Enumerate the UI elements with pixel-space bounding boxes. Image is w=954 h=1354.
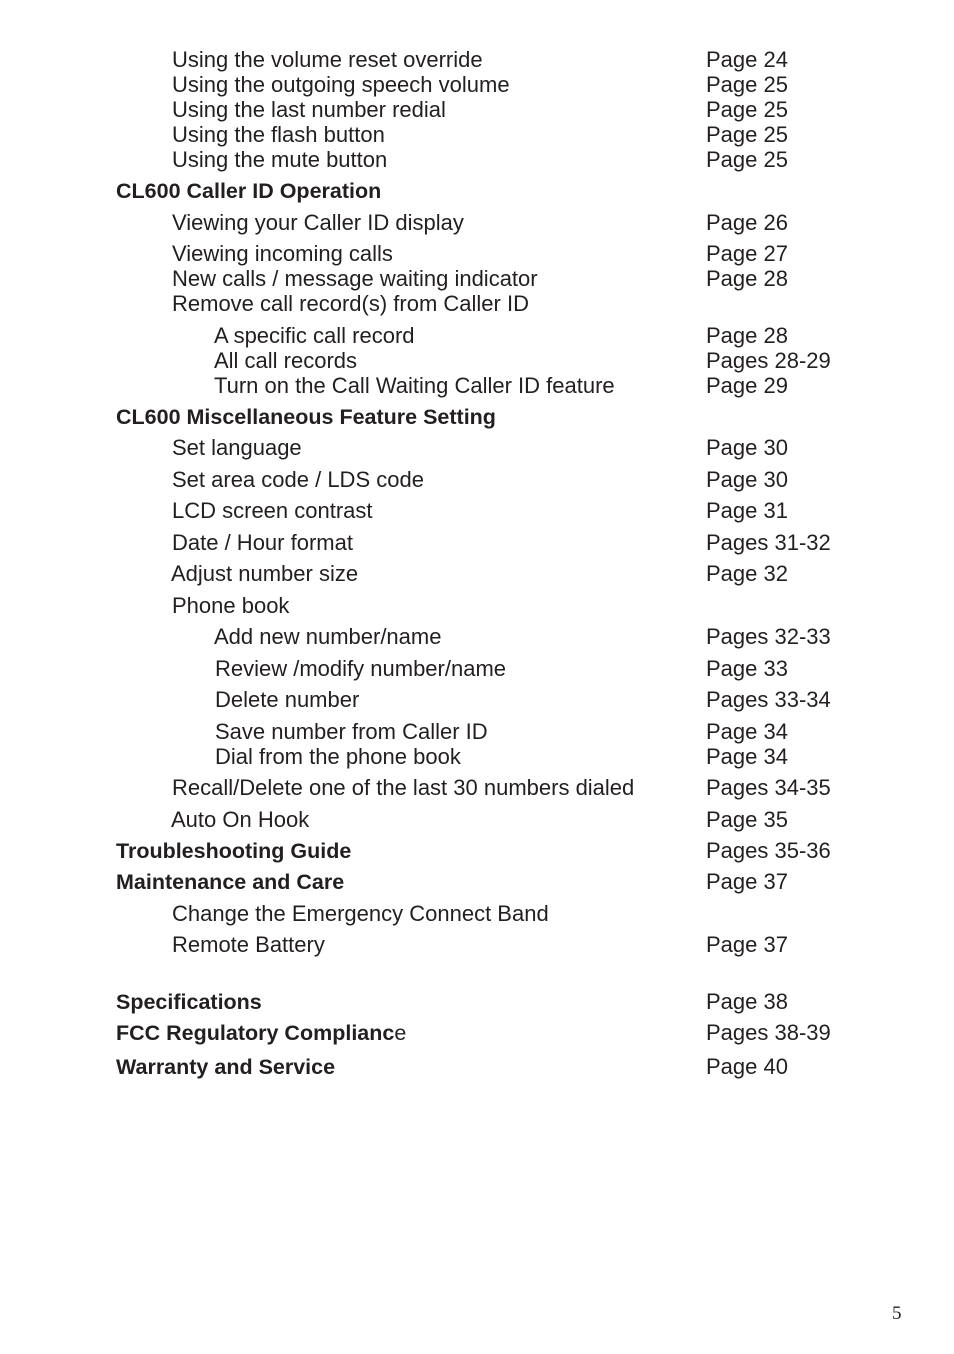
- toc-page-ref: Page 30: [706, 467, 788, 492]
- toc-section-title: [116, 1020, 406, 1046]
- toc-entry-title: Recall/Delete one of the last 30 numbers dialed: [172, 775, 635, 800]
- toc-entry-title: Auto On Hook: [171, 807, 310, 832]
- toc-page-ref: Page 28: [706, 323, 788, 348]
- toc-row: [0, 561, 954, 587]
- toc-entry-title: Viewing incoming calls: [172, 241, 393, 266]
- toc-row: [0, 147, 954, 173]
- toc-row: [0, 435, 954, 461]
- toc-row: [0, 901, 954, 927]
- toc-entry-title: LCD screen contrast: [172, 498, 373, 523]
- toc-entry-title: Change the Emergency Connect Band: [172, 901, 549, 926]
- toc-section-row: [0, 869, 954, 895]
- toc-page-ref: Page 27: [706, 241, 788, 266]
- toc-row: [0, 72, 954, 98]
- toc-row: [0, 266, 954, 292]
- toc-row: [0, 122, 954, 148]
- toc-section-row: [0, 178, 954, 204]
- toc-page-ref: Page 34: [706, 719, 788, 744]
- toc-entry-title: Save number from Caller ID: [215, 719, 488, 744]
- toc-page-ref: Page 25: [706, 97, 788, 122]
- toc-row: [0, 687, 954, 713]
- toc-page-ref: Page 24: [706, 47, 788, 72]
- toc-row: [0, 97, 954, 123]
- toc-page-ref: Page 28: [706, 266, 788, 291]
- toc-section-title: Maintenance and Care: [116, 870, 345, 894]
- toc-entry-title: Using the flash button: [172, 122, 385, 147]
- toc-page-ref: Pages 32-33: [706, 624, 831, 649]
- toc-row: [0, 593, 954, 619]
- toc-row: [0, 210, 954, 236]
- toc-page-ref: Page 33: [706, 656, 788, 681]
- toc-row: [0, 775, 954, 801]
- toc-page-ref: Page 25: [706, 147, 788, 172]
- toc-section-title: Specifications: [116, 990, 262, 1014]
- toc-row: [0, 47, 954, 73]
- toc-page-ref: Page 25: [706, 122, 788, 147]
- toc-page-ref: Page 40: [706, 1054, 788, 1079]
- toc-entry-title: A specific call record: [214, 323, 415, 348]
- toc-entry-title: Using the mute button: [172, 147, 388, 172]
- toc-row: [0, 744, 954, 770]
- toc-section-row: [0, 989, 954, 1015]
- toc-section-row: [0, 404, 954, 430]
- toc-row: [0, 373, 954, 399]
- toc-page-ref: Pages 28-29: [706, 348, 831, 373]
- toc-section-title-suffix: e: [394, 1021, 407, 1045]
- toc-row: [0, 530, 954, 556]
- toc-row: [0, 241, 954, 267]
- toc-entry-title: Viewing your Caller ID display: [172, 210, 464, 235]
- toc-row: [0, 656, 954, 682]
- toc-row: [0, 719, 954, 745]
- toc-page-ref: Page 26: [706, 210, 788, 235]
- toc-entry-title: Set language: [172, 435, 302, 460]
- toc-page-ref: Pages 34-35: [706, 775, 831, 800]
- toc-row: [0, 807, 954, 833]
- toc-section-title-bold: FCC Regulatory Complianc: [116, 1021, 395, 1045]
- toc-row: [0, 291, 954, 317]
- toc-section-title: CL600 Miscellaneous Feature Setting: [116, 405, 496, 429]
- toc-entry-title: Dial from the phone book: [215, 744, 461, 769]
- toc-section-title: Warranty and Service: [116, 1055, 336, 1079]
- toc-entry-title: Using the volume reset override: [172, 47, 483, 72]
- toc-page-ref: Page 30: [706, 435, 788, 460]
- toc-page-ref: Page 25: [706, 72, 788, 97]
- toc-entry-title: Adjust number size: [171, 561, 359, 586]
- toc-page-ref: Pages 31-32: [706, 530, 831, 555]
- toc-entry-title: Set area code / LDS code: [172, 467, 424, 492]
- toc-entry-title: Using the outgoing speech volume: [172, 72, 510, 97]
- toc-row: [0, 932, 954, 958]
- toc-page-ref: Page 29: [706, 373, 788, 398]
- toc-section-row: [0, 1020, 954, 1046]
- toc-section-row: [0, 838, 954, 864]
- toc-section-row: [0, 1054, 954, 1080]
- toc-entry-title: New calls / message waiting indicator: [172, 266, 538, 291]
- toc-section-title: CL600 Caller ID Operation: [116, 179, 382, 203]
- toc-page-ref: Pages 35-36: [706, 838, 831, 863]
- toc-row: [0, 323, 954, 349]
- toc-page-ref: Page 34: [706, 744, 788, 769]
- toc-entry-title: Date / Hour format: [172, 530, 353, 555]
- toc-page-ref: Page 32: [706, 561, 788, 586]
- toc-section-title: Troubleshooting Guide: [116, 839, 352, 863]
- toc-page-ref: Pages 38-39: [706, 1020, 831, 1045]
- toc-page-ref: Page 37: [706, 932, 788, 957]
- toc-entry-title: Delete number: [215, 687, 360, 712]
- toc-entry-title: Review /modify number/name: [215, 656, 507, 681]
- toc-entry-title: Phone book: [172, 593, 290, 618]
- toc-row: [0, 624, 954, 650]
- toc-entry-title: All call records: [214, 348, 358, 373]
- toc-row: [0, 467, 954, 493]
- toc-entry-title: Remote Battery: [172, 932, 325, 957]
- toc-row: [0, 348, 954, 374]
- toc-page-ref: Pages 33-34: [706, 687, 831, 712]
- toc-entry-title: Turn on the Call Waiting Caller ID feature: [214, 373, 615, 398]
- page-number: 5: [892, 1303, 902, 1324]
- toc-page-ref: Page 38: [706, 989, 788, 1014]
- toc-page-ref: Page 37: [706, 869, 788, 894]
- toc-page-ref: Page 31: [706, 498, 788, 523]
- toc-row: [0, 498, 954, 524]
- toc-entry-title: Using the last number redial: [172, 97, 446, 122]
- toc-entry-title: Remove call record(s) from Caller ID: [172, 291, 529, 316]
- toc-page-ref: Page 35: [706, 807, 788, 832]
- toc-entry-title: Add new number/name: [214, 624, 442, 649]
